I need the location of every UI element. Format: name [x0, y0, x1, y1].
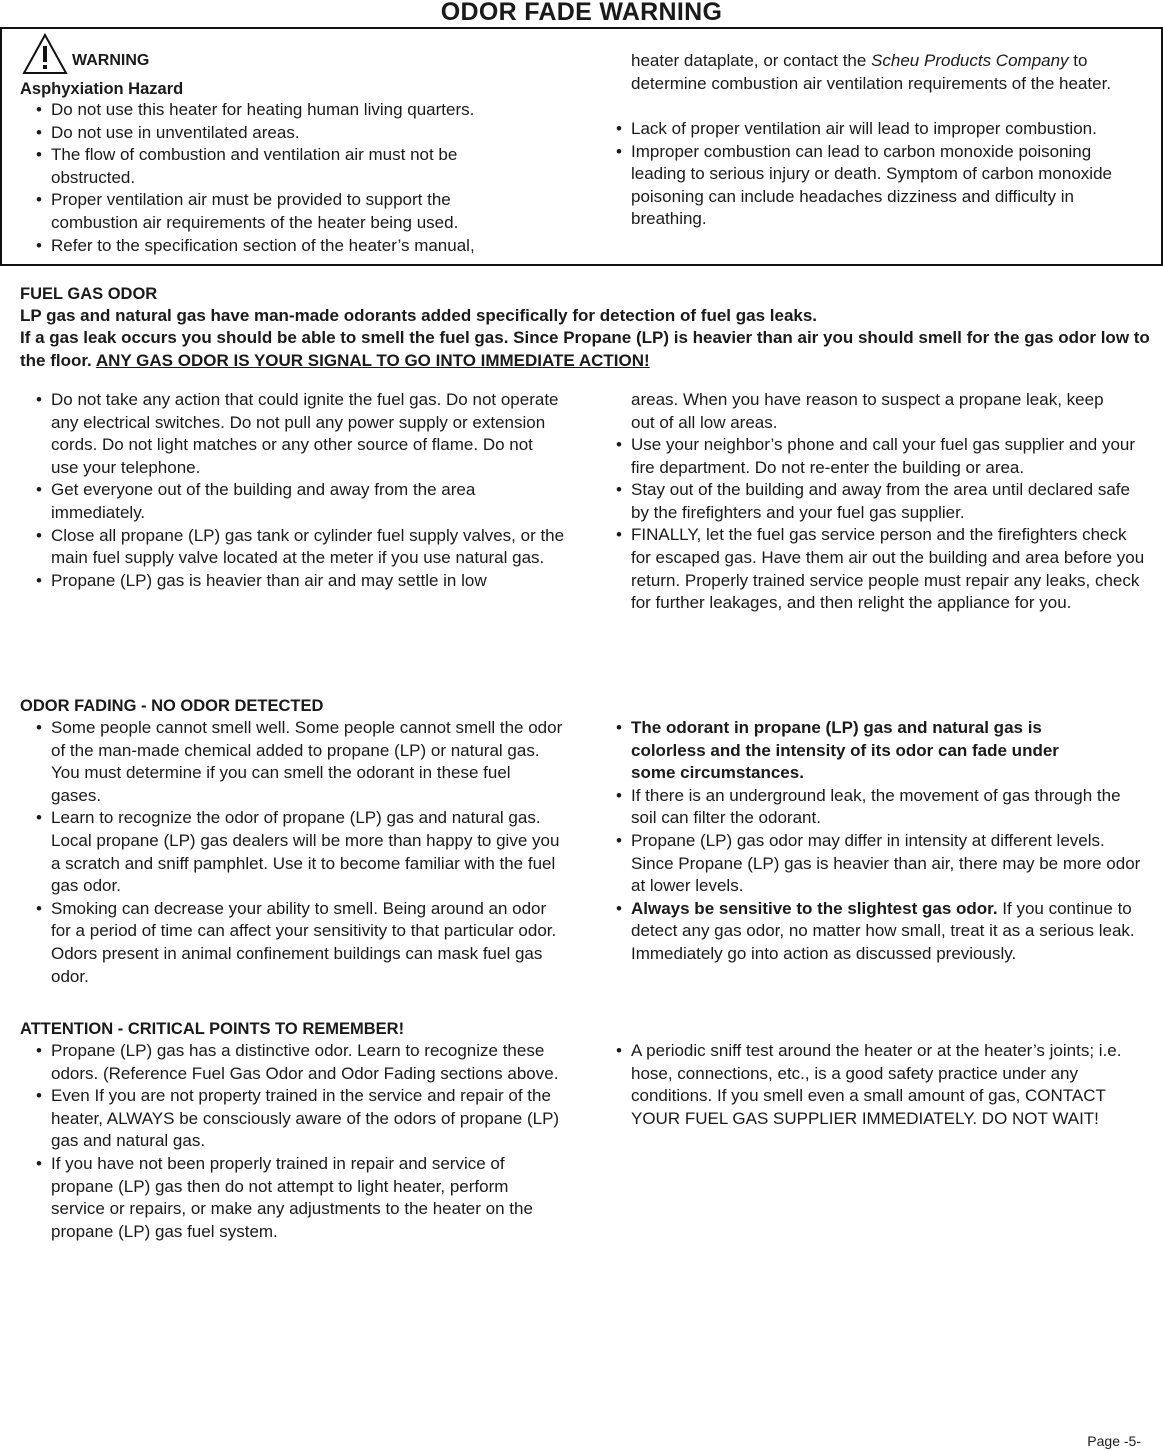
list-item: • If you have not been properly trained in repair and service of propane (LP) gas then do not attempt to light heater, perform service or repairs, or make any adjustments to the heater on the propane (LP) gas fuel system. [35, 1153, 565, 1243]
attention-left-list [35, 1040, 565, 1243]
odor-fading-left-list [35, 717, 565, 988]
warning-right-list [615, 118, 1120, 231]
list-item: • Do not use this heater for heating human living quarters. [35, 99, 540, 122]
list-item: • Stay out of the building and away from the area until declared safe by the firefighters and your fuel gas supplier. [615, 479, 1145, 524]
list-item: • Even If you are not property trained in the service and repair of the heater, ALWAYS be consciously aware of the odors of propane (LP) gas and natural gas. [35, 1085, 565, 1153]
warning-right-continuation [631, 50, 1146, 95]
fuel-gas-left-list [35, 389, 565, 592]
list-item: • Get everyone out of the building and away from the area immediately. [35, 479, 565, 524]
list-item: • Learn to recognize the odor of propane (LP) gas and natural gas. Local propane (LP) gas dealers will be more than happy to give you a scratch and sniff pamphlet. Use it to become familiar with the fuel gas odor. [35, 807, 565, 897]
list-item: • Proper ventilation air must be provided to support the combustion air requirements of the heater being used. [35, 189, 540, 234]
list-item: • Close all propane (LP) gas tank or cylinder fuel supply valves, or the main fuel supply valve located at the meter if you use natural gas. [35, 525, 565, 570]
continuation-text: heater dataplate, or contact the [631, 51, 872, 70]
attention-right-list [615, 1040, 1147, 1130]
list-item: • Propane (LP) gas has a distinctive odor. Learn to recognize these odors. (Reference Fuel Gas Odor and Odor Fading sections above. [35, 1040, 565, 1085]
odor-fading-right-list [615, 717, 1145, 966]
attention-heading: ATTENTION - CRITICAL POINTS TO REMEMBER! [20, 1020, 405, 1038]
warning-left-list [35, 99, 540, 257]
intro-text: If a gas leak occurs you should be able to smell the fuel gas. Since Propane (LP) is heavier than air you should smell for the gas odor low to the floor. [20, 328, 1150, 370]
warning-label: WARNING [72, 52, 150, 69]
list-item: • Do not take any action that could ignite the fuel gas. Do not operate any electrical switches. Do not pull any power supply or extension cords. Do not light matches or any other source of flame. Do not use your telephone. [35, 389, 565, 479]
hazard-title: Asphyxiation Hazard [20, 80, 184, 98]
list-item: • Improper combustion can lead to carbon monoxide poisoning leading to serious injury or death. Symptom of carbon monoxide poisoning can include headaches dizziness and difficulty in breathing. [615, 141, 1120, 231]
action-signal-text: ANY GAS ODOR IS YOUR SIGNAL TO GO INTO IMMEDIATE ACTION! [95, 350, 650, 370]
list-item [615, 717, 1145, 785]
list-item: • A periodic sniff test around the heater or at the heater’s joints; i.e. hose, connections, etc., is a good safety practice under any conditions. If you smell even a small amount of gas, CONTACT YOUR FUEL GAS SUPPLIER IMMEDIATELY. DO NOT WAIT! [615, 1040, 1147, 1130]
fuel-gas-right-list [615, 434, 1145, 615]
list-item: • Do not use in unventilated areas. [35, 122, 540, 145]
list-item: • Some people cannot smell well. Some people cannot smell the odor of the man-made chemical added to propane (LP) or natural gas. You must determine if you can smell the odorant in these fuel gases. [35, 717, 565, 807]
fuel-gas-odor-intro-1: LP gas and natural gas have man-made odorants added specifically for detection of fuel gas leaks. [20, 306, 818, 325]
list-item [615, 898, 1145, 966]
item-text: If you continue to detect any gas odor, no matter how small, treat it as a serious leak. Immediately go into action as discussed previously. [631, 898, 1135, 963]
bold-lead-text: Always be sensitive to the slightest gas odor. [631, 898, 998, 918]
bold-item-text: The odorant in propane (LP) gas and natural gas is colorless and the intensity of its odor can fade under some circumstances. [631, 718, 1059, 783]
page-number: Page -5- [1087, 1433, 1141, 1449]
list-item: • Smoking can decrease your ability to smell. Being around an odor for a period of time can affect your sensitivity to that particular odor. Odors present in animal confinement buildings can mask fuel gas odor. [35, 898, 565, 988]
list-item: • Use your neighbor’s phone and call your fuel gas supplier and your fire department. Do not re-enter the building or area. [615, 434, 1145, 479]
fuel-gas-odor-intro-2 [20, 327, 1155, 372]
list-item: • Propane (LP) gas odor may differ in intensity at different levels. Since Propane (LP) gas is heavier than air, there may be more odor at lower levels. [615, 830, 1145, 898]
list-item: • The flow of combustion and ventilation air must not be obstructed. [35, 144, 540, 189]
fuel-gas-odor-heading: FUEL GAS ODOR [20, 285, 158, 303]
odor-fading-heading: ODOR FADING - NO ODOR DETECTED [20, 697, 324, 715]
list-item: • FINALLY, let the fuel gas service person and the firefighters check for escaped gas. Have them air out the building and area before you return. Properly trained service people must repair any leaks, check for further leakages, and then relight the appliance for you. [615, 524, 1145, 614]
continuation-text: to determine combustion air ventilation requirements of the heater. [631, 51, 1112, 93]
list-item: • If there is an underground leak, the movement of gas through the soil can filter the odorant. [615, 785, 1145, 830]
warning-triangle-icon [22, 33, 68, 75]
fuel-gas-right-continuation: areas. When you have reason to suspect a propane leak, keep out of all low areas. [631, 390, 1104, 432]
list-item: • Refer to the specification section of the heater’s manual, [35, 235, 540, 258]
list-item: • Propane (LP) gas is heavier than air and may settle in low [35, 570, 565, 593]
page-title: ODOR FADE WARNING [440, 0, 723, 26]
company-name: Scheu Products Company [871, 51, 1069, 70]
list-item: • Lack of proper ventilation air will lead to improper combustion. [615, 118, 1120, 141]
